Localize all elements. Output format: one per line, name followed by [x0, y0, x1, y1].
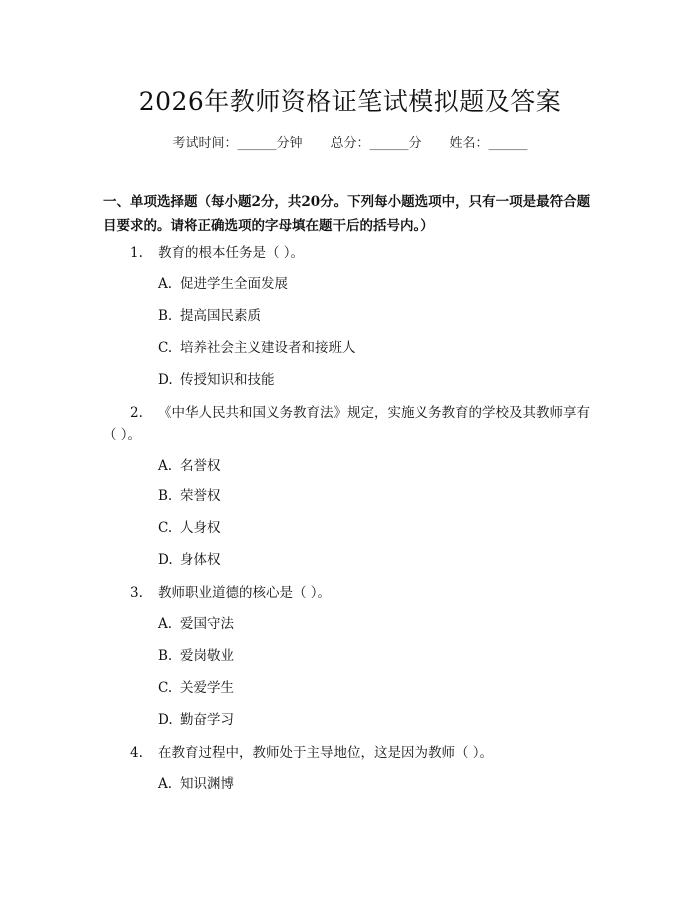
question-2 [103, 402, 603, 446]
option-1b [158, 306, 598, 326]
option-letter: A. [158, 776, 173, 792]
option-text: 培养社会主义建设者和接班人 [180, 340, 356, 356]
question-number: 2. [130, 405, 143, 421]
option-letter: D. [158, 712, 173, 728]
question-1 [103, 242, 603, 264]
option-text: 身体权 [180, 552, 221, 568]
option-1a [158, 274, 598, 294]
option-text: 人身权 [180, 520, 221, 536]
option-4a [158, 774, 598, 794]
exam-meta-line [0, 132, 700, 151]
option-3b [158, 646, 598, 666]
question-4 [103, 742, 603, 764]
student-name-field: 姓名：______ [449, 136, 528, 151]
option-letter: D. [158, 552, 173, 568]
option-letter: B. [158, 648, 173, 664]
option-1c [158, 338, 598, 358]
option-text: 提高国民素质 [180, 308, 261, 324]
option-text: 爱国守法 [180, 616, 234, 632]
option-text: 促进学生全面发展 [180, 276, 288, 292]
total-score-field: 总分：______分 [330, 136, 422, 151]
option-text: 传授知识和技能 [180, 372, 275, 388]
option-letter: A. [158, 276, 173, 292]
question-number: 3. [130, 585, 143, 601]
option-text: 勤奋学习 [180, 712, 234, 728]
option-1d [158, 370, 598, 390]
option-letter: C. [158, 680, 173, 696]
option-3a [158, 614, 598, 634]
option-3c [158, 678, 598, 698]
option-2c [158, 518, 598, 538]
question-number: 4. [130, 745, 143, 761]
option-2b [158, 486, 598, 506]
option-3d [158, 710, 598, 730]
option-letter: A. [158, 616, 173, 632]
option-text: 关爱学生 [180, 680, 234, 696]
question-stem: 教师职业道德的核心是（ ）。 [158, 585, 332, 601]
exam-time-field: 考试时间：______分钟 [172, 136, 303, 151]
option-letter: B. [158, 308, 173, 324]
option-2a [158, 456, 598, 476]
section-heading-single-choice: 一、单项选择题（每小题2分，共20分。下列每小题选项中，只有一项是最符合题目要求的。请将正确选项的字母填在题干后的括号内。） [103, 194, 591, 234]
option-2d [158, 550, 598, 570]
option-letter: C. [158, 520, 173, 536]
option-text: 爱岗敬业 [180, 648, 234, 664]
option-text: 知识渊博 [180, 776, 234, 792]
option-letter: B. [158, 488, 173, 504]
option-letter: C. [158, 340, 173, 356]
document-title: 2026年教师资格证笔试模拟题及答案 [138, 87, 562, 116]
question-stem: 教育的根本任务是（ ）。 [158, 245, 305, 261]
question-stem: 在教育过程中，教师处于主导地位，这是因为教师（ ）。 [158, 745, 494, 761]
option-letter: D. [158, 372, 173, 388]
option-letter: A. [158, 458, 173, 474]
question-3 [103, 582, 603, 604]
option-text: 荣誉权 [180, 488, 221, 504]
option-text: 名誉权 [180, 458, 221, 474]
question-stem: 《中华人民共和国义务教育法》规定，实施义务教育的学校及其教师享有（ ）。 [103, 405, 590, 443]
question-number: 1. [130, 245, 143, 261]
